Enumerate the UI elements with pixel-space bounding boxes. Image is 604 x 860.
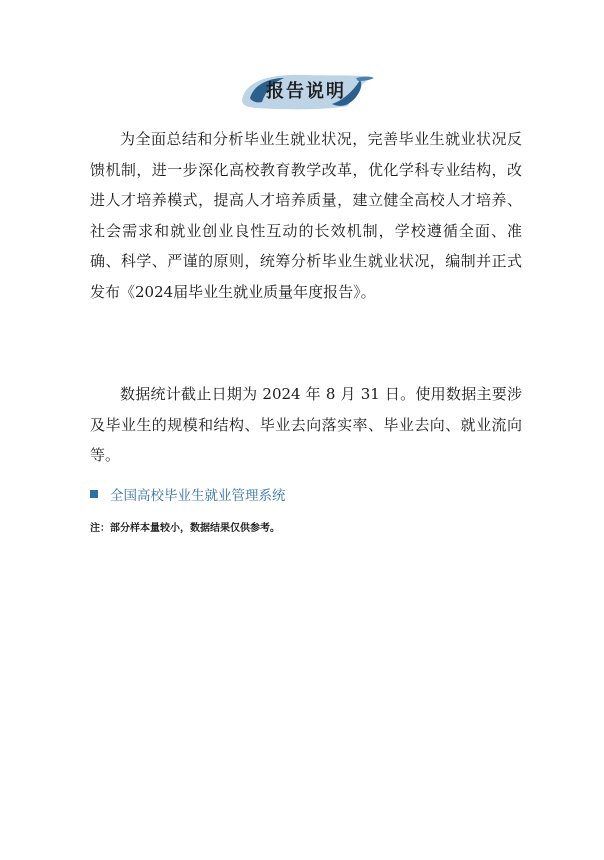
data-source-line — [90, 484, 286, 504]
title-banner — [236, 66, 376, 114]
square-bullet-icon — [90, 490, 98, 498]
data-scope-paragraph: 数据统计截止日期为 2024 年 8 月 31 日。使用数据主要涉及毕业生的规模和结构、毕业去向落实率、毕业去向、就业流向等。 — [90, 385, 522, 465]
page-title: 报告说明 — [266, 81, 346, 102]
data-source-label: 全国高校毕业生就业管理系统 — [110, 488, 286, 504]
footnote: 注：部分样本量较小，数据结果仅供参考。 — [90, 523, 280, 534]
intro-paragraph: 为全面总结和分析毕业生就业状况，完善毕业生就业状况反馈机制，进一步深化高校教育教学改革，优化学科专业结构，改进人才培养模式，提高人才培养质量，建立健全高校人才培养、社会需求和就业创业良性互动的长效机制，学校遵循全面、准确、科学、严谨的原则，统筹分析毕业生就业状况，编制并正式发布《2024届毕业生就业质量年度报告》。 — [90, 130, 522, 301]
